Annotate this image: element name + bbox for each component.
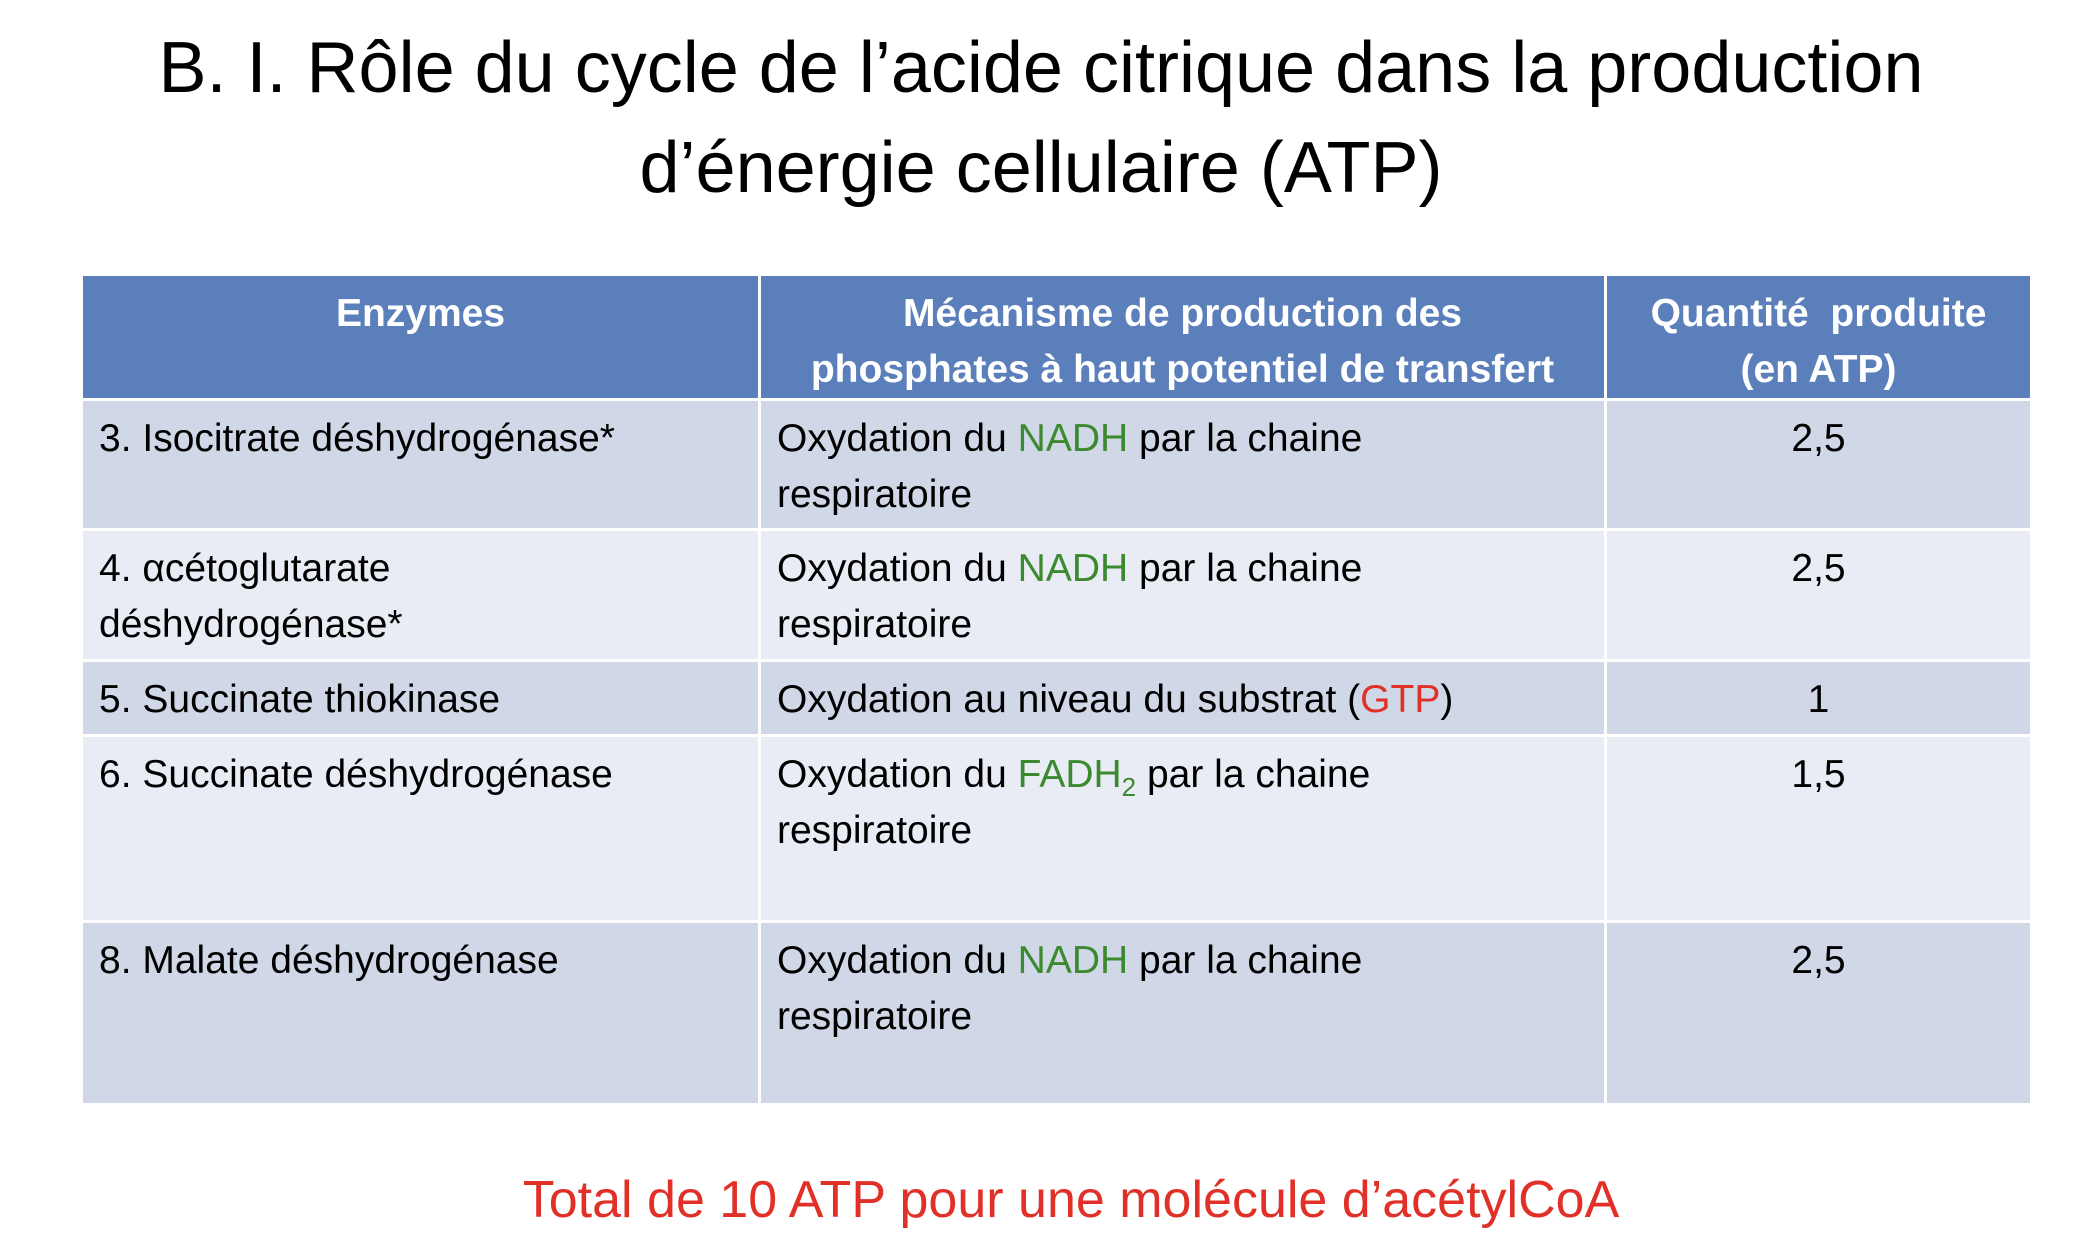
cofactor-highlight: NADH [1017,939,1129,982]
cofactor-highlight [1017,753,1137,802]
slide-title [60,18,2022,218]
quantity-cell [1606,661,2032,736]
mechanism-text-suffix: par la chaine [1128,417,1363,460]
total-atp-summary: Total de 10 ATP pour une molécule d’acétylCoA [522,1171,1620,1229]
enzyme-cell [82,661,760,736]
enzyme-cell [82,736,760,922]
quantity-cell [1606,400,2032,530]
mechanism-cell [760,661,1606,736]
cofactor-subscript: 2 [1121,771,1137,802]
quantity-cell [1606,530,2032,661]
cofactor-highlight: NADH [1017,547,1129,590]
mechanism-text-line-2: respiratoire [777,603,973,646]
enzyme-cell [82,922,760,1105]
mechanism-text-line-2: respiratoire [777,995,973,1038]
mechanism-cell [760,530,1606,661]
mechanism-text-suffix: par la chaine [1136,753,1371,796]
mechanism-text-line-2: respiratoire [777,473,973,516]
table-row [82,922,2032,1105]
mechanism-text-line-2: respiratoire [777,809,973,852]
enzyme-name: 6. Succinate déshydrogénase [99,753,613,796]
header-quantity-line-1: Quantité produite [1650,292,1987,335]
header-mechanism-line-2: phosphates à haut potentiel de transfert [810,348,1555,391]
mechanism-text-suffix: ) [1440,678,1454,721]
cofactor-highlight: GTP [1360,678,1441,721]
quantity-value: 2,5 [1791,939,1846,982]
enzyme-cell [82,530,760,661]
enzyme-cell [82,400,760,530]
mechanism-text-suffix: par la chaine [1128,939,1363,982]
quantity-cell [1606,736,2032,922]
quantity-cell [1606,922,2032,1105]
mechanism-cell [760,922,1606,1105]
mechanism-text-suffix: par la chaine [1128,547,1363,590]
header-quantity [1606,275,2032,400]
mechanism-text: Oxydation du [777,753,1018,796]
quantity-value: 2,5 [1791,547,1846,590]
header-enzymes [82,275,760,400]
quantity-value: 1 [1807,678,1830,721]
mechanism-text: Oxydation du [777,939,1018,982]
header-enzymes-label: Enzymes [335,292,506,335]
table-row [82,400,2032,530]
enzyme-table [80,273,2033,1106]
enzyme-name: 4. αcétoglutarate [99,547,391,590]
enzyme-name: 3. Isocitrate déshydrogénase* [99,417,615,460]
cofactor-name: FADH [1017,753,1122,796]
table-row [82,530,2032,661]
slide-title-line-2: d’énergie cellulaire (ATP) [639,128,1443,208]
mechanism-text: Oxydation du [777,417,1018,460]
table-row [82,736,2032,922]
quantity-value: 2,5 [1791,417,1846,460]
header-mechanism-line-1: Mécanisme de production des [902,292,1463,335]
mechanism-text: Oxydation au niveau du substrat ( [777,678,1361,721]
cofactor-highlight: NADH [1017,417,1129,460]
table-row [82,661,2032,736]
enzyme-name: 5. Succinate thiokinase [99,678,501,721]
header-mechanism [760,275,1606,400]
quantity-value: 1,5 [1791,753,1846,796]
enzyme-name: 8. Malate déshydrogénase [99,939,559,982]
table-header-row [82,275,2032,400]
mechanism-cell [760,400,1606,530]
slide-title-line-1: B. I. Rôle du cycle de l’acide citrique dans la production [158,28,1924,108]
header-quantity-line-2: (en ATP) [1740,348,1897,391]
enzyme-name-line-2: déshydrogénase* [99,603,403,646]
mechanism-cell [760,736,1606,922]
mechanism-text: Oxydation du [777,547,1018,590]
